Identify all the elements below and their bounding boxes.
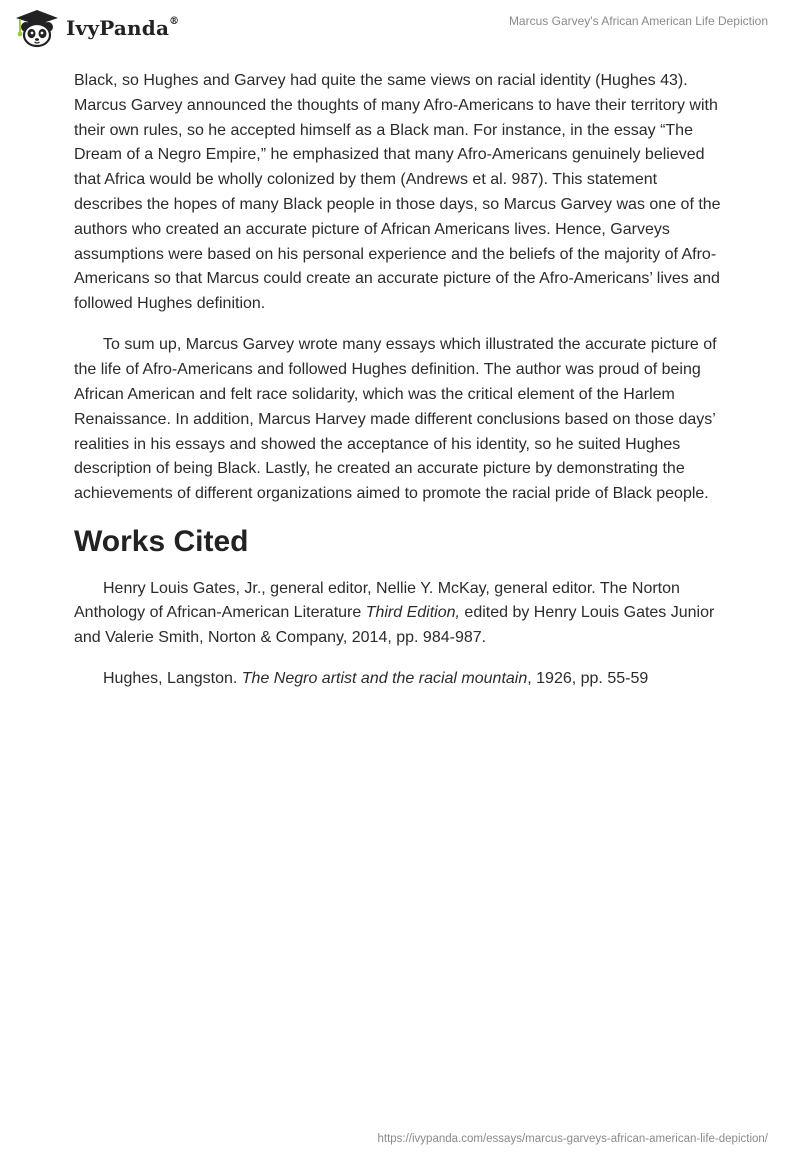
source-url-link[interactable]: https://ivypanda.com/essays/marcus-garveys-african-american-life-depiction/ bbox=[377, 1133, 768, 1145]
brand-name: IvyPanda® bbox=[66, 16, 180, 40]
panda-graduate-icon bbox=[14, 8, 60, 48]
citation-text: Henry Louis Gates, Jr., general editor, Nellie Y. McKay, general editor. The Norton Anthology of African-American Literature bbox=[74, 579, 680, 622]
body-paragraph-2: To sum up, Marcus Garvey wrote many essays which illustrated the accurate picture of the life of Afro-Americans and followed Hughes definition. The author was proud of being African American and felt race solidarity, which was the critical element of the Harlem Renaissance. In addition, Marcus Harvey made different conclusions based on those days’ realities in his essays and showed the acceptance of his identity, so he suited Hughes description of being Black. Lastly, he created an accurate picture by demonstrating the achievements of different organizations aimed to promote the racial pride of Black people. bbox=[74, 336, 717, 503]
citation-text: edited by Henry Louis Gates Junior and Valerie Smith, Norton & Company, 2014, pp. 984-987. bbox=[74, 604, 715, 647]
document-title: Marcus Garvey's African American Life Depiction bbox=[508, 14, 768, 28]
page-header bbox=[0, 0, 800, 60]
ivypanda-logo[interactable] bbox=[14, 8, 179, 48]
citation-text: , 1926, pp. 55-59 bbox=[527, 670, 649, 688]
body-paragraph-1: Black, so Hughes and Garvey had quite the same views on racial identity (Hughes 43). Marcus Garvey announced the thoughts of many Afro-Americans to have their territory with their own rules, so he accepted himself as a Black man. For instance, in the essay “The Dream of a Negro Empire,” he emphasized that many Afro-Americans genuinely believed that Africa would be wholly colonized by them (Andrews et al. 987). This statement describes the hopes of many Black people in those days, so Marcus Garvey was one of the authors who created an accurate picture of African Americans lives. Hence, Garveys assumptions were based on his personal experience and the beliefs of the majority of Afro-Americans so that Marcus could create an accurate picture of the Afro-Americans’ lives and followed Hughes definition. bbox=[74, 72, 721, 313]
citation-entry bbox=[74, 667, 724, 692]
citation-italic: Third Edition, bbox=[365, 604, 460, 622]
citation-entry bbox=[74, 577, 724, 651]
essay-content bbox=[74, 69, 724, 709]
citation-text: Hughes, Langston. bbox=[103, 670, 242, 688]
works-cited-heading: Works Cited bbox=[74, 524, 249, 558]
citation-italic: The Negro artist and the racial mountain bbox=[241, 670, 528, 688]
registered-mark: ® bbox=[169, 16, 180, 28]
